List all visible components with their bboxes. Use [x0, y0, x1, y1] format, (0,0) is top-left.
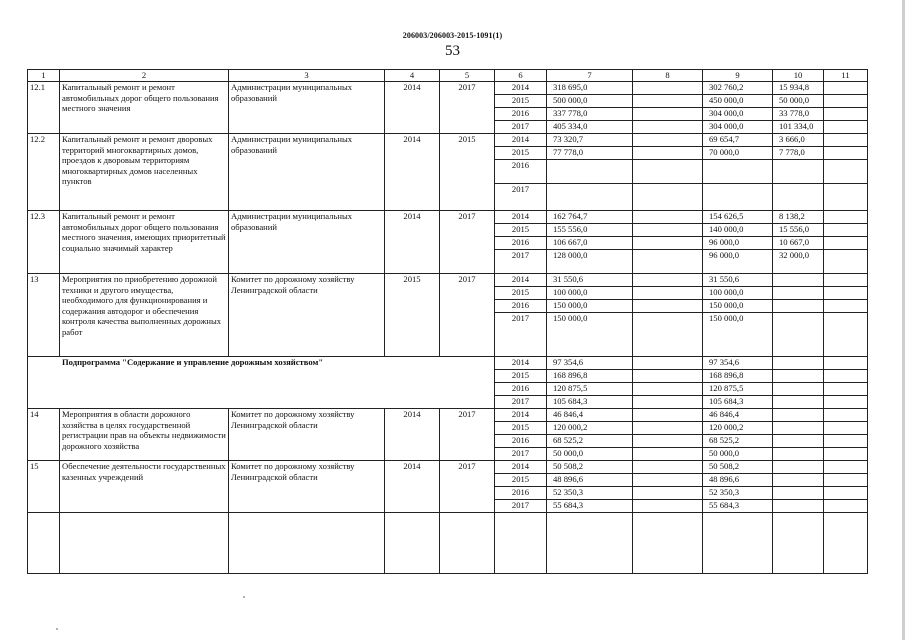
- finance-local: [773, 448, 824, 461]
- column-header: 2: [60, 70, 229, 82]
- subprogram-title: Подпрограмма "Содержание и управление дорожным хозяйством": [28, 357, 495, 409]
- finance-regional: 100 000,0: [703, 287, 773, 300]
- finance-year: 2016: [495, 108, 547, 121]
- empty-column-11: [824, 147, 868, 160]
- empty-cell: [229, 513, 385, 574]
- finance-year: 2015: [495, 474, 547, 487]
- finance-total: 50 508,2: [547, 461, 633, 474]
- item-number: 12.2: [28, 134, 60, 211]
- column-header: 9: [703, 70, 773, 82]
- finance-col8: [633, 82, 703, 95]
- item-end-year: 2017: [440, 409, 495, 461]
- column-header: 10: [773, 70, 824, 82]
- finance-year: 2014: [495, 82, 547, 95]
- finance-col8: [633, 287, 703, 300]
- empty-column-11: [824, 224, 868, 237]
- finance-regional: 120 000,2: [703, 422, 773, 435]
- empty-cell: [547, 513, 633, 574]
- item-executor: Комитет по дорожному хозяйству Ленинградской области: [229, 274, 385, 357]
- finance-local: 32 000,0: [773, 250, 824, 274]
- finance-regional: 302 760,2: [703, 82, 773, 95]
- finance-total: 77 778,0: [547, 147, 633, 160]
- finance-regional: 450 000,0: [703, 95, 773, 108]
- column-header: 4: [385, 70, 440, 82]
- finance-col8: [633, 108, 703, 121]
- empty-cell: [28, 513, 60, 574]
- table-row: [28, 274, 868, 287]
- scan-speck: [56, 628, 58, 630]
- finance-year: 2016: [495, 487, 547, 500]
- item-number: 12.3: [28, 211, 60, 274]
- finance-year: 2014: [495, 134, 547, 147]
- finance-regional: 150 000,0: [703, 300, 773, 313]
- item-executor: Комитет по дорожному хозяйству Ленинградской области: [229, 409, 385, 461]
- finance-col8: [633, 211, 703, 224]
- column-header: 5: [440, 70, 495, 82]
- finance-total: 97 354,6: [547, 357, 633, 370]
- finance-total: 73 320,7: [547, 134, 633, 147]
- finance-year: 2014: [495, 409, 547, 422]
- finance-regional: 31 550,6: [703, 274, 773, 287]
- finance-year: 2016: [495, 237, 547, 250]
- finance-local: [773, 409, 824, 422]
- finance-year: 2017: [495, 184, 547, 211]
- item-executor: Администрации муниципальных образований: [229, 82, 385, 134]
- finance-regional: 46 846,4: [703, 409, 773, 422]
- page-number: 53: [445, 43, 460, 59]
- finance-regional: 168 896,8: [703, 370, 773, 383]
- empty-column-11: [824, 184, 868, 211]
- finance-local: 33 778,0: [773, 108, 824, 121]
- document-code: 206003/206003-2015-1091(1): [402, 31, 503, 40]
- finance-regional: 48 896,6: [703, 474, 773, 487]
- finance-col8: [633, 313, 703, 357]
- finance-local: [773, 313, 824, 357]
- empty-column-11: [824, 274, 868, 287]
- finance-regional: 55 684,3: [703, 500, 773, 513]
- finance-local: [773, 474, 824, 487]
- finance-col8: [633, 461, 703, 474]
- finance-col8: [633, 184, 703, 211]
- finance-col8: [633, 409, 703, 422]
- item-start-year: 2014: [385, 134, 440, 211]
- table-row: [28, 409, 868, 422]
- item-executor: Комитет по дорожному хозяйству Ленинградской области: [229, 461, 385, 513]
- finance-year: 2015: [495, 370, 547, 383]
- item-name: Мероприятия по приобретению дорожной техники и другого имущества, необходимого для функционирования и содержания автодорог и обеспечения контроля качества выполненных дорожных работ: [60, 274, 229, 357]
- item-number: 12.1: [28, 82, 60, 134]
- finance-local: [773, 383, 824, 396]
- finance-total: 500 000,0: [547, 95, 633, 108]
- empty-column-11: [824, 487, 868, 500]
- finance-year: 2017: [495, 313, 547, 357]
- finance-col8: [633, 95, 703, 108]
- finance-total: [547, 184, 633, 211]
- finance-col8: [633, 422, 703, 435]
- empty-column-11: [824, 300, 868, 313]
- finance-local: 8 138,2: [773, 211, 824, 224]
- finance-local: 15 934,8: [773, 82, 824, 95]
- empty-cell: [60, 513, 229, 574]
- empty-column-11: [824, 108, 868, 121]
- finance-local: 7 778,0: [773, 147, 824, 160]
- empty-column-11: [824, 370, 868, 383]
- empty-column-11: [824, 357, 868, 370]
- finance-total: 337 778,0: [547, 108, 633, 121]
- finance-total: 155 556,0: [547, 224, 633, 237]
- empty-column-11: [824, 461, 868, 474]
- item-number: 15: [28, 461, 60, 513]
- finance-col8: [633, 500, 703, 513]
- finance-regional: 304 000,0: [703, 121, 773, 134]
- finance-regional: 154 626,5: [703, 211, 773, 224]
- column-header: 6: [495, 70, 547, 82]
- empty-column-11: [824, 160, 868, 184]
- finance-col8: [633, 224, 703, 237]
- item-end-year: 2017: [440, 274, 495, 357]
- empty-cell: [773, 513, 824, 574]
- empty-column-11: [824, 383, 868, 396]
- finance-col8: [633, 160, 703, 184]
- finance-regional: 105 684,3: [703, 396, 773, 409]
- finance-col8: [633, 121, 703, 134]
- empty-column-11: [824, 211, 868, 224]
- finance-year: 2017: [495, 448, 547, 461]
- empty-column-11: [824, 448, 868, 461]
- finance-col8: [633, 274, 703, 287]
- finance-year: 2015: [495, 224, 547, 237]
- finance-local: 3 666,0: [773, 134, 824, 147]
- finance-regional: 50 000,0: [703, 448, 773, 461]
- finance-local: [773, 461, 824, 474]
- finance-year: 2014: [495, 274, 547, 287]
- finance-total: 68 525,2: [547, 435, 633, 448]
- finance-year: 2017: [495, 500, 547, 513]
- table-row: [28, 357, 868, 370]
- empty-column-11: [824, 422, 868, 435]
- finance-local: [773, 396, 824, 409]
- program-table: [27, 69, 868, 574]
- empty-column-11: [824, 474, 868, 487]
- column-header: 8: [633, 70, 703, 82]
- finance-col8: [633, 448, 703, 461]
- finance-year: 2014: [495, 211, 547, 224]
- finance-local: [773, 500, 824, 513]
- finance-col8: [633, 383, 703, 396]
- finance-year: 2016: [495, 160, 547, 184]
- empty-column-11: [824, 500, 868, 513]
- finance-regional: [703, 160, 773, 184]
- finance-total: 150 000,0: [547, 300, 633, 313]
- finance-regional: [703, 184, 773, 211]
- finance-local: [773, 160, 824, 184]
- finance-total: 162 764,7: [547, 211, 633, 224]
- finance-total: 168 896,8: [547, 370, 633, 383]
- finance-col8: [633, 250, 703, 274]
- finance-col8: [633, 300, 703, 313]
- finance-regional: 304 000,0: [703, 108, 773, 121]
- finance-regional: 50 508,2: [703, 461, 773, 474]
- empty-column-11: [824, 95, 868, 108]
- finance-regional: 140 000,0: [703, 224, 773, 237]
- finance-col8: [633, 237, 703, 250]
- finance-year: 2015: [495, 147, 547, 160]
- item-start-year: 2015: [385, 274, 440, 357]
- item-name: Капитальный ремонт и ремонт автомобильных дорог общего пользования местного значения: [60, 82, 229, 134]
- item-end-year: 2015: [440, 134, 495, 211]
- finance-col8: [633, 396, 703, 409]
- item-executor: Администрации муниципальных образований: [229, 211, 385, 274]
- item-end-year: 2017: [440, 211, 495, 274]
- finance-total: 120 000,2: [547, 422, 633, 435]
- finance-regional: 96 000,0: [703, 237, 773, 250]
- finance-local: [773, 370, 824, 383]
- finance-total: [547, 160, 633, 184]
- item-number: 13: [28, 274, 60, 357]
- finance-regional: 120 875,5: [703, 383, 773, 396]
- finance-local: [773, 422, 824, 435]
- finance-total: 405 334,0: [547, 121, 633, 134]
- finance-local: 10 667,0: [773, 237, 824, 250]
- empty-column-11: [824, 409, 868, 422]
- item-name: Капитальный ремонт и ремонт дворовых территорий многоквартирных домов, проездов к дворовым территориям многоквартирных домов населенных пунктов: [60, 134, 229, 211]
- empty-column-11: [824, 250, 868, 274]
- finance-local: [773, 487, 824, 500]
- finance-regional: 150 000,0: [703, 313, 773, 357]
- finance-total: 318 695,0: [547, 82, 633, 95]
- empty-row: [28, 513, 868, 574]
- empty-column-11: [824, 313, 868, 357]
- scan-speck: [243, 596, 245, 598]
- column-header: 1: [28, 70, 60, 82]
- item-executor: Администрации муниципальных образований: [229, 134, 385, 211]
- finance-local: [773, 274, 824, 287]
- finance-local: [773, 287, 824, 300]
- finance-local: 50 000,0: [773, 95, 824, 108]
- item-name: Мероприятия в области дорожного хозяйства в целях государственной регистрации прав на объекты недвижимости дорожного хозяйства: [60, 409, 229, 461]
- item-name: Обеспечение деятельности государственных казенных учреждений: [60, 461, 229, 513]
- column-header: 11: [824, 70, 868, 82]
- table-row: [28, 211, 868, 224]
- finance-total: 106 667,0: [547, 237, 633, 250]
- finance-local: [773, 300, 824, 313]
- finance-total: 105 684,3: [547, 396, 633, 409]
- finance-total: 120 875,5: [547, 383, 633, 396]
- finance-total: 50 000,0: [547, 448, 633, 461]
- finance-total: 55 684,3: [547, 500, 633, 513]
- finance-total: 48 896,6: [547, 474, 633, 487]
- empty-column-11: [824, 121, 868, 134]
- item-start-year: 2014: [385, 409, 440, 461]
- empty-cell: [703, 513, 773, 574]
- finance-regional: 96 000,0: [703, 250, 773, 274]
- empty-cell: [440, 513, 495, 574]
- empty-cell: [633, 513, 703, 574]
- finance-year: 2017: [495, 121, 547, 134]
- finance-year: 2017: [495, 396, 547, 409]
- column-header: 3: [229, 70, 385, 82]
- finance-col8: [633, 370, 703, 383]
- column-header: 7: [547, 70, 633, 82]
- finance-col8: [633, 134, 703, 147]
- finance-total: 128 000,0: [547, 250, 633, 274]
- empty-column-11: [824, 435, 868, 448]
- finance-regional: 52 350,3: [703, 487, 773, 500]
- finance-total: 150 000,0: [547, 313, 633, 357]
- finance-col8: [633, 487, 703, 500]
- empty-cell: [385, 513, 440, 574]
- finance-total: 100 000,0: [547, 287, 633, 300]
- finance-year: 2016: [495, 300, 547, 313]
- finance-regional: 97 354,6: [703, 357, 773, 370]
- finance-local: 15 556,0: [773, 224, 824, 237]
- finance-col8: [633, 147, 703, 160]
- empty-column-11: [824, 287, 868, 300]
- finance-col8: [633, 435, 703, 448]
- finance-local: [773, 357, 824, 370]
- item-name: Капитальный ремонт и ремонт автомобильных дорог общего пользования местного значения, имеющих приоритетный социально значимый характер: [60, 211, 229, 274]
- finance-regional: 70 000,0: [703, 147, 773, 160]
- finance-col8: [633, 474, 703, 487]
- finance-total: 31 550,6: [547, 274, 633, 287]
- empty-column-11: [824, 237, 868, 250]
- finance-local: [773, 184, 824, 211]
- table-row: [28, 82, 868, 95]
- finance-total: 46 846,4: [547, 409, 633, 422]
- item-start-year: 2014: [385, 82, 440, 134]
- finance-year: 2014: [495, 357, 547, 370]
- finance-regional: 68 525,2: [703, 435, 773, 448]
- finance-year: 2016: [495, 383, 547, 396]
- finance-year: 2015: [495, 95, 547, 108]
- item-number: 14: [28, 409, 60, 461]
- finance-year: 2017: [495, 250, 547, 274]
- column-number-header-row: [28, 70, 868, 82]
- finance-local: 101 334,0: [773, 121, 824, 134]
- table-row: [28, 134, 868, 147]
- item-end-year: 2017: [440, 82, 495, 134]
- table-row: [28, 461, 868, 474]
- item-end-year: 2017: [440, 461, 495, 513]
- item-start-year: 2014: [385, 211, 440, 274]
- empty-column-11: [824, 134, 868, 147]
- finance-col8: [633, 357, 703, 370]
- finance-year: 2016: [495, 435, 547, 448]
- finance-year: 2015: [495, 422, 547, 435]
- empty-column-11: [824, 82, 868, 95]
- finance-year: 2015: [495, 287, 547, 300]
- item-start-year: 2014: [385, 461, 440, 513]
- finance-year: 2014: [495, 461, 547, 474]
- empty-column-11: [824, 396, 868, 409]
- empty-cell: [824, 513, 868, 574]
- finance-regional: 69 654,7: [703, 134, 773, 147]
- empty-cell: [495, 513, 547, 574]
- finance-local: [773, 435, 824, 448]
- finance-total: 52 350,3: [547, 487, 633, 500]
